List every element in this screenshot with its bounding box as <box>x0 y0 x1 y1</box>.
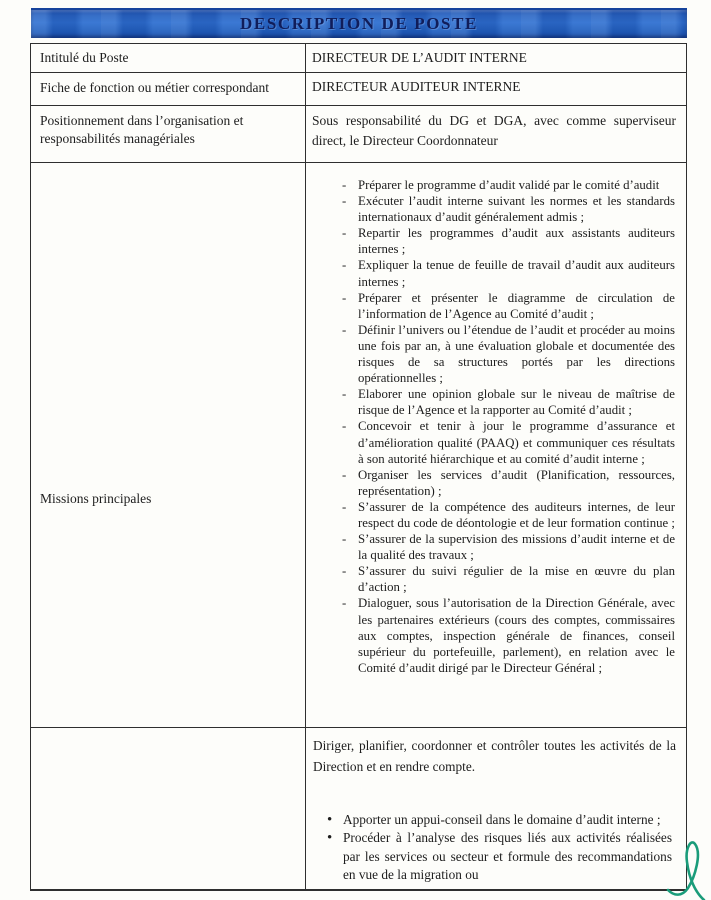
direction-bullet-item: • Apporter un appui-conseil dans le domaine d’audit interne ; <box>343 811 672 829</box>
row-label-positionnement: Positionnement dans l’organisation et responsabilités managériales <box>31 106 306 162</box>
table-row <box>31 44 686 73</box>
job-description-table <box>30 43 687 891</box>
mission-item: - Expliquer la tenue de feuille de travail d’audit aux auditeurs internes ; <box>336 257 675 289</box>
document-title: DESCRIPTION DE POSTE <box>240 14 478 33</box>
mission-item: - Préparer et présenter le diagramme de circulation de l’information de l’Agence au Comité d’audit ; <box>336 290 675 322</box>
row-value-fiche-fonction: DIRECTEUR AUDITEUR INTERNE <box>312 79 521 94</box>
mission-item: - S’assurer de la compétence des auditeurs internes, de leur respect du code de déontologie et de leur formation continue ; <box>336 499 675 531</box>
table-row <box>31 106 686 163</box>
row-value-intitule-poste: DIRECTEUR DE L’AUDIT INTERNE <box>312 50 527 65</box>
direction-bullet-list <box>313 811 676 885</box>
document-title-bar <box>31 8 687 38</box>
mission-item: - S’assurer de la supervision des missions d’audit interne et de la qualité des travaux ; <box>336 531 675 563</box>
handwritten-paraph-mark <box>662 838 711 900</box>
row-label-intitule-poste: Intitulé du Poste <box>31 44 306 72</box>
row-label-missions-principales: Missions principales <box>31 163 306 727</box>
row-label-fiche-fonction: Fiche de fonction ou métier correspondant <box>31 73 306 105</box>
mission-item: - Définir l’univers ou l’étendue de l’audit et procéder au moins une fois par an, à une évaluation globale et documentée des risques de sa structures portés par les directions opérationnelles ; <box>336 322 675 386</box>
mission-item: - Dialoguer, sous l’autorisation de la Direction Générale, avec les partenaires extérieurs (cours des comptes, commissaires aux comptes, inspection générale de finances, conseil supérieur du portefeuille, parlement), en relation avec le Comité d’audit dirigé par le Directeur Général ; <box>336 595 675 675</box>
mission-item: - Repartir les programmes d’audit aux assistants auditeurs internes ; <box>336 225 675 257</box>
mission-item: - Préparer le programme d’audit validé par le comité d’audit <box>336 177 675 193</box>
direction-paragraph: Diriger, planifier, coordonner et contrôler toutes les activités de la Direction et en rendre compte. <box>313 738 676 774</box>
mission-item: - Elaborer une opinion globale sur le niveau de maîtrise de risque de l’Agence et la rapporter au Comité d’audit ; <box>336 386 675 418</box>
row-label-empty <box>31 728 306 889</box>
table-row-direction <box>31 728 686 889</box>
table-row <box>31 73 686 106</box>
mission-item: - Concevoir et tenir à jour le programme d’assurance et d’amélioration qualité (PAAQ) et communiquer ces résultats à son autorité hiérarchique et au comité d’audit interne ; <box>336 418 675 466</box>
mission-item: - Exécuter l’audit interne suivant les normes et les standards internationaux d’audit généralement admis ; <box>336 193 675 225</box>
table-row-missions <box>31 163 686 728</box>
direction-bullet-item: • Procéder à l’analyse des risques liés aux activités réalisées par les services ou secteur et formule des recommandations en vue de la migration ou <box>343 829 672 884</box>
row-value-positionnement: Sous responsabilité du DG et DGA, avec comme superviseur direct, le Directeur Coordonnateur <box>312 113 676 148</box>
missions-cell <box>306 163 686 727</box>
missions-list <box>312 177 678 676</box>
mission-item: - S’assurer du suivi régulier de la mise en œuvre du plan d’action ; <box>336 563 675 595</box>
direction-cell <box>306 728 686 889</box>
mission-item: - Organiser les services d’audit (Planification, ressources, représentation) ; <box>336 467 675 499</box>
